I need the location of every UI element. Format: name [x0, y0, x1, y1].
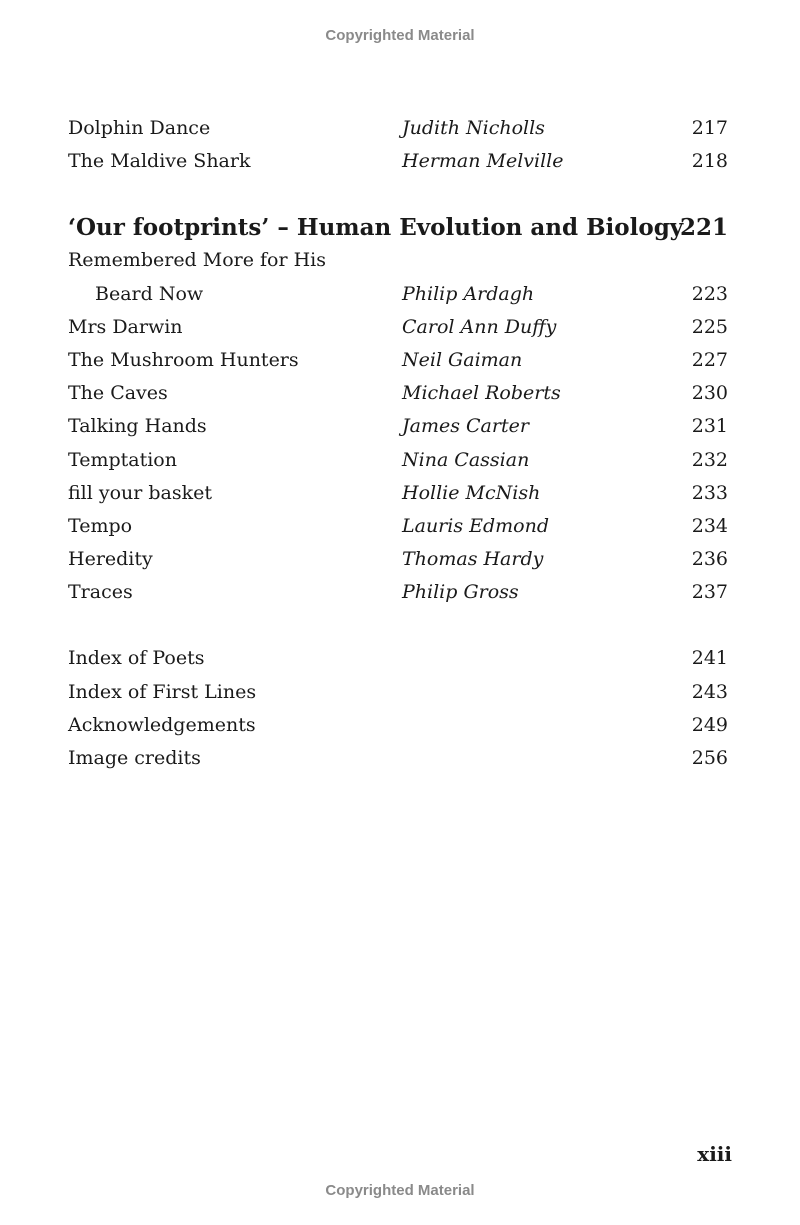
entry-page: 217	[691, 117, 728, 139]
entry-title: Temptation	[68, 448, 177, 471]
entry-page: 236	[691, 548, 728, 571]
entry-title: Dolphin Dance	[68, 117, 211, 139]
toc-entry-line2	[68, 278, 728, 311]
entry-title: The Mushroom Hunters	[68, 348, 299, 371]
entry-title: Image credits	[68, 747, 201, 769]
entry-page: 256	[691, 747, 728, 769]
entry-page: 249	[691, 713, 728, 736]
entry-poet: Carol Ann Duffy	[402, 315, 557, 338]
back-matter-entry	[68, 642, 728, 675]
entry-title-line2: Beard Now	[95, 282, 204, 305]
page-number: xiii	[697, 1142, 732, 1166]
entry-poet: Neil Gaiman	[402, 348, 523, 371]
toc-entry	[68, 410, 728, 443]
entry-poet: Philip Gross	[402, 581, 519, 604]
back-matter-entry	[68, 742, 728, 775]
entry-poet: Philip Ardagh	[402, 282, 535, 305]
entry-page: 223	[691, 282, 728, 305]
entry-poet: Herman Melville	[402, 150, 564, 173]
entry-page: 218	[691, 150, 728, 173]
entry-page: 230	[691, 382, 728, 405]
entry-poet: Hollie McNish	[402, 481, 541, 504]
entry-title: Acknowledgements	[68, 713, 256, 736]
watermark-top: Copyrighted Material	[325, 27, 475, 44]
toc-entry	[68, 112, 728, 145]
entry-title: Tempo	[68, 514, 133, 537]
entry-poet: Judith Nicholls	[402, 117, 545, 139]
watermark-bottom: Copyrighted Material	[325, 1182, 475, 1199]
entry-page: 243	[691, 680, 728, 703]
entry-page: 231	[691, 415, 728, 438]
entry-title: Index of First Lines	[68, 680, 257, 703]
entry-title: Talking Hands	[68, 415, 207, 438]
toc-entry	[68, 145, 728, 178]
entry-page: 234	[691, 514, 728, 537]
entry-title-line1: Remembered More for His	[68, 249, 327, 272]
entry-poet: Lauris Edmond	[402, 514, 550, 537]
entry-page: 232	[691, 448, 728, 471]
toc-entry	[68, 377, 728, 410]
toc-entry	[68, 510, 728, 543]
entry-title: fill your basket	[68, 481, 213, 504]
toc-entry	[68, 477, 728, 510]
spacer	[68, 609, 728, 642]
section-title: ‘Our footprints’ – Human Evolution and Biology	[68, 214, 684, 242]
toc-entry	[68, 543, 728, 576]
entry-poet: Thomas Hardy	[402, 548, 544, 571]
entry-title: Mrs Darwin	[68, 315, 183, 338]
entry-page: 237	[691, 581, 728, 604]
back-matter-entry	[68, 709, 728, 742]
entry-title: Traces	[68, 581, 133, 604]
entry-poet: Michael Roberts	[402, 382, 561, 405]
toc-entry	[68, 444, 728, 477]
toc-entry	[68, 311, 728, 344]
table-of-contents	[68, 112, 728, 775]
entry-title: Index of Poets	[68, 647, 205, 670]
entry-page: 225	[691, 315, 728, 338]
entry-page: 241	[691, 647, 728, 670]
toc-entry	[68, 576, 728, 609]
toc-entry-line1	[68, 244, 728, 277]
entry-title: Heredity	[68, 548, 153, 571]
section-page: 221	[679, 214, 728, 242]
entry-page: 233	[691, 481, 728, 504]
toc-entry	[68, 344, 728, 377]
entry-poet: James Carter	[402, 415, 529, 438]
entry-title: The Maldive Shark	[68, 150, 251, 173]
entry-title: The Caves	[68, 382, 168, 405]
section-heading	[68, 211, 728, 244]
entry-page: 227	[691, 348, 728, 371]
entry-poet: Nina Cassian	[402, 448, 530, 471]
back-matter-entry	[68, 676, 728, 709]
